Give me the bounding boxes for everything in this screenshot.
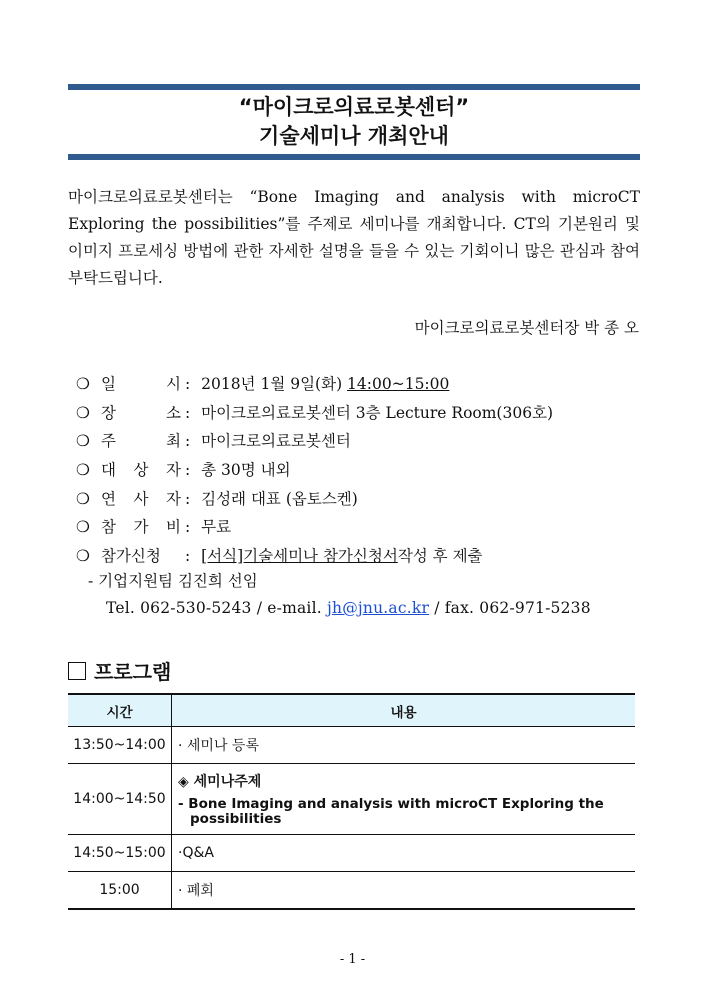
contact-tel: Tel. 062-530-5243 / e-mail. xyxy=(106,599,328,617)
info-label: 참 가 비 xyxy=(100,518,181,537)
title-banner xyxy=(68,84,640,160)
cell-time: 15:00 xyxy=(68,872,172,909)
table-header-row xyxy=(68,694,635,727)
info-value-underlined: 14:00~15:00 xyxy=(347,375,450,393)
bullet-circle-icon: ❍ xyxy=(76,432,90,451)
info-row-audience: ❍ 대 상 자 : 총 30명 내외 xyxy=(76,456,676,485)
contact-fax: / fax. 062-971-5238 xyxy=(429,599,591,617)
square-bullet-icon xyxy=(68,662,86,680)
cell-time: 13:50~14:00 xyxy=(68,727,172,764)
info-row-speaker: ❍ 연 사 자 : 김성래 대표 (옵토스켄) xyxy=(76,485,676,514)
bullet-circle-icon: ❍ xyxy=(76,518,90,537)
info-row-host: ❍ 주 최 : 마이크로의료로봇센터 xyxy=(76,427,676,456)
contact-person: - 기업지원팀 김진희 선임 xyxy=(88,572,258,590)
contact-details xyxy=(106,599,591,617)
title-line-1: “마이크로의료로봇센터” xyxy=(238,95,470,119)
info-value: 마이크로의료로봇센터 3층 Lecture Room(306호) xyxy=(201,403,554,422)
bullet-circle-icon: ❍ xyxy=(76,375,90,393)
info-label: 대 상 자 xyxy=(100,461,181,480)
info-value: 작성 후 제출 xyxy=(397,547,483,566)
table-row xyxy=(68,727,635,764)
info-label: 일 시 xyxy=(100,375,181,393)
cell-content: · 폐회 xyxy=(172,872,636,909)
table-row xyxy=(68,872,635,909)
info-value: 마이크로의료로봇센터 xyxy=(201,432,351,451)
bullet-circle-icon: ❍ xyxy=(76,461,90,480)
column-header-content: 내용 xyxy=(172,694,636,727)
cell-content: ·Q&A xyxy=(172,835,636,872)
cell-content xyxy=(172,764,636,835)
page-number: - 1 - xyxy=(339,952,366,967)
info-label: 장 소 xyxy=(100,403,181,422)
cell-time: 14:50~15:00 xyxy=(68,835,172,872)
session-topic: - Bone Imaging and analysis with microCT Exploring the possibilities xyxy=(178,796,604,827)
info-value: 무료 xyxy=(201,518,232,537)
info-label: 연 사 자 xyxy=(100,489,181,508)
email-link[interactable]: jh@jnu.ac.kr xyxy=(327,599,430,617)
info-row-place: ❍ 장 소 : 마이크로의료로봇센터 3층 Lecture Room(306호) xyxy=(76,399,676,428)
info-label: 참가신청 xyxy=(100,547,161,566)
bullet-circle-icon: ❍ xyxy=(76,403,90,422)
bullet-circle-icon: ❍ xyxy=(76,547,90,566)
cell-time: 14:00~14:50 xyxy=(68,764,172,835)
info-value: 2018년 1월 9일(화) xyxy=(201,375,348,393)
session-topic-title: ◈ 세미나주제 xyxy=(178,774,262,790)
table-row xyxy=(68,764,635,835)
registration-form-link[interactable]: [서식]기술세미나 참가신청서 xyxy=(201,547,398,566)
info-value: 총 30명 내외 xyxy=(201,461,291,480)
info-row-registration: ❍ 참가신청 : [서식]기술세미나 참가신청서작성 후 제출 xyxy=(76,542,676,571)
info-value: 김성래 대표 (옵토스켄) xyxy=(201,489,358,508)
info-row-date: ❍ 일 시 : 2018년 1월 9일(화) 14:00~15:00 xyxy=(76,370,676,399)
event-info-list xyxy=(76,370,676,571)
cell-content: · 세미나 등록 xyxy=(172,727,636,764)
signature: 마이크로의료로봇센터장 박 종 오 xyxy=(414,319,639,337)
column-header-time: 시간 xyxy=(68,694,172,727)
info-label: 주 최 xyxy=(100,432,181,451)
intro-paragraph: 마이크로의료로봇센터는 “Bone Imaging and analysis with microCT Exploring the possibilities”를 주제로 세미나를 개최합니다. CT의 기본원리 및 이미지 프로세싱 방법에 관한 자세한 설명을 들을 수 있는 기회이니 많은 관심과 참여 부탁드립니다. xyxy=(68,188,640,287)
table-row xyxy=(68,835,635,872)
program-heading: 프로그램 xyxy=(68,656,171,685)
info-row-fee: ❍ 참 가 비 : 무료 xyxy=(76,513,676,542)
program-table xyxy=(68,693,635,910)
title-line-2: 기술세미나 개최안내 xyxy=(259,124,449,148)
bullet-circle-icon: ❍ xyxy=(76,489,90,508)
